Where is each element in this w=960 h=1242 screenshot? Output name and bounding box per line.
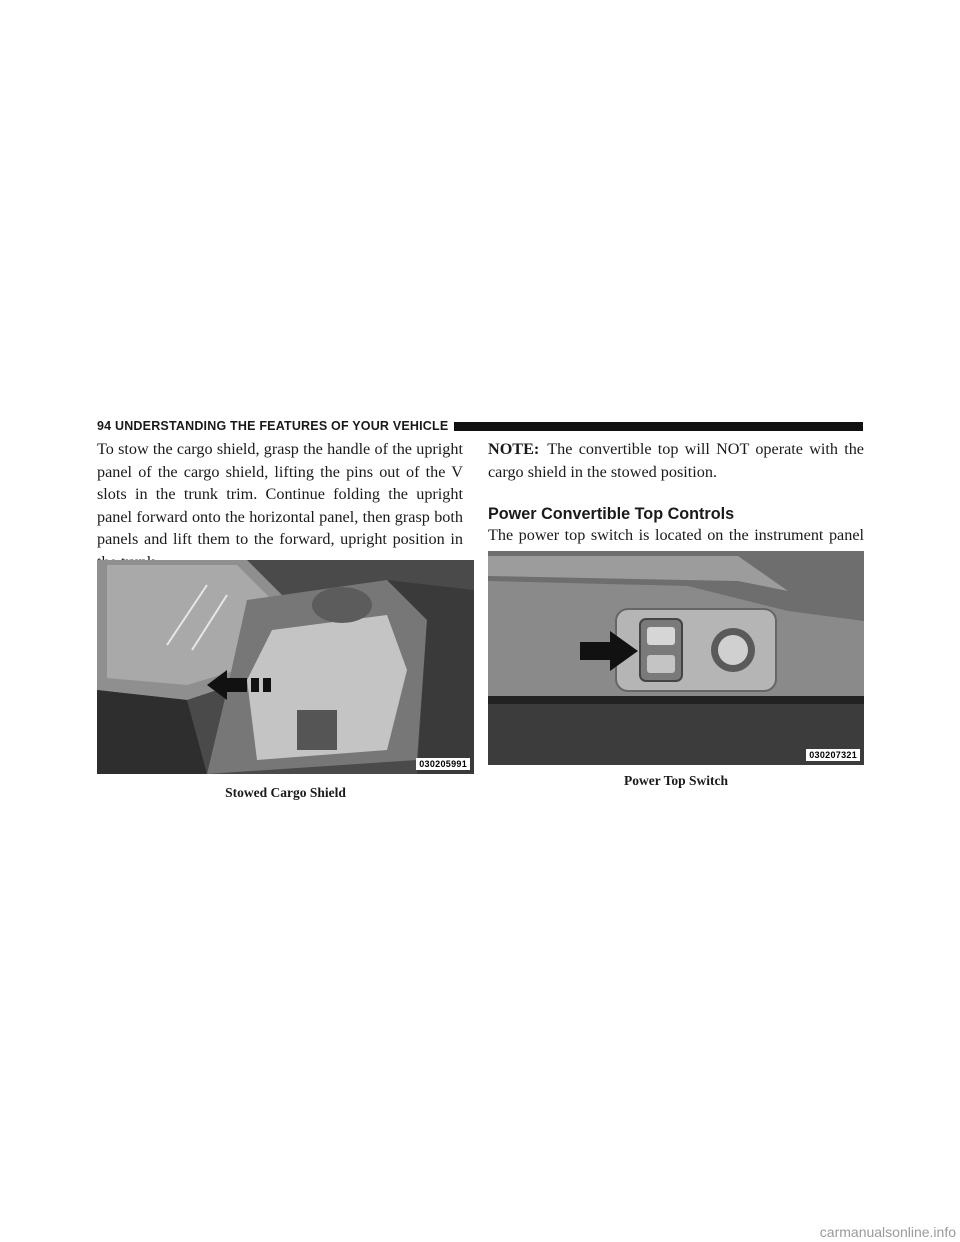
power-top-switch-photo	[488, 551, 864, 765]
figure-caption-right: Power Top Switch	[623, 773, 729, 788]
page-header-text: 94 UNDERSTANDING THE FEATURES OF YOUR VEHICLE	[97, 419, 449, 433]
note-label: NOTE:	[488, 440, 540, 458]
power-top-switch-figure	[488, 551, 864, 765]
watermark: carmanualsonline.info	[819, 1224, 956, 1240]
power-top-paragraph: The power top switch is located on the instrument panel	[488, 526, 864, 544]
stowed-cargo-shield-photo	[97, 560, 474, 774]
page-header	[97, 416, 863, 436]
stow-instructions-paragraph: To stow the cargo shield, grasp the handle of the upright panel of the cargo shield, lifting the pins out of the V slots in the trunk trim. Continue folding the upright panel forward onto the horizontal panel, then grasp both panels and lift them to the forward, upright position in	[97, 440, 463, 548]
header-rule	[454, 422, 863, 431]
note-paragraph	[488, 438, 864, 483]
left-column	[97, 438, 463, 573]
section-heading: Power Convertible Top Controls	[488, 505, 735, 523]
figure-code-left: 030205991	[416, 758, 470, 770]
note-text: The convertible top will NOT operate with the cargo shield in the stowed position.	[488, 440, 864, 481]
stowed-cargo-shield-figure	[97, 560, 474, 774]
right-column	[488, 438, 864, 569]
figure-code-right: 030207321	[806, 749, 860, 761]
figure-caption-left: Stowed Cargo Shield	[225, 785, 346, 800]
